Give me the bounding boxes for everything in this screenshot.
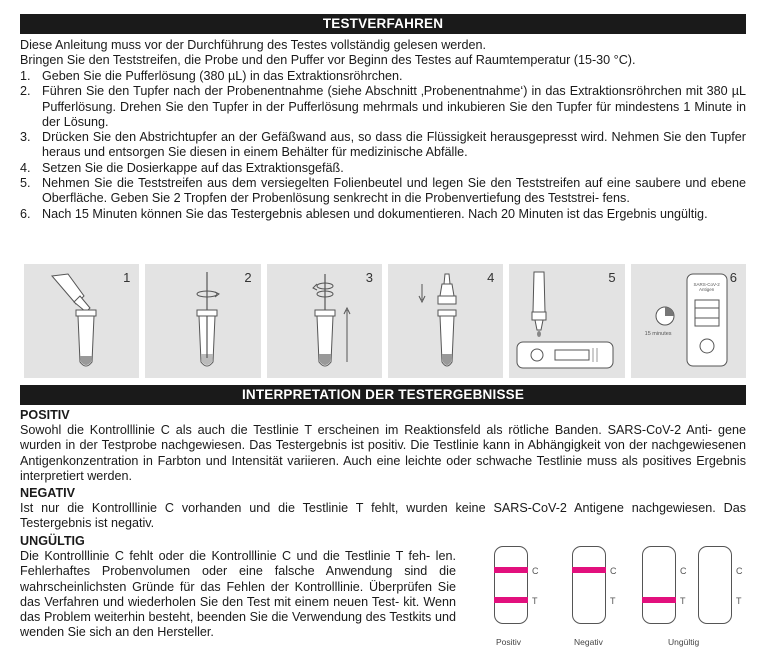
- step-item: [20, 84, 746, 130]
- step-number: 2.: [20, 84, 31, 99]
- panel-number: 2: [244, 270, 252, 285]
- step-number: 1.: [20, 69, 31, 83]
- step-text: Setzen Sie die Dosierkappe auf das Extraktionsgefäß.: [42, 160, 344, 175]
- illustration-step-5: [509, 264, 624, 378]
- c-label: C: [532, 566, 539, 576]
- strip-invalid-1: [642, 546, 676, 624]
- c-label: C: [680, 566, 687, 576]
- ungueltig-text: Die Kontrolllinie C fehlt oder die Kontrolllinie C und die Testlinie T feh- len. Fehlerhaftes Probenvolumen oder eine falsche Anwendung sind die wahrscheinlichsten Gründe für das Fehlen der Kontrolllinie. Überprüfen Sie das Verfahren und wiederholen Sie den Test mit einem neuen Test- kit. Wenn das Problem weiterhin besteht, beenden Sie die Verwendung des Testkits und wenden Sie sich an den Hersteller.: [20, 549, 456, 640]
- step-item: [20, 69, 746, 84]
- result-strips-figure: [488, 546, 758, 646]
- panel-number: 6: [729, 270, 737, 285]
- section-header-testverfahren: TESTVERFAHREN: [20, 14, 746, 34]
- step-number: 6.: [20, 206, 31, 221]
- positiv-heading: POSITIV: [20, 408, 70, 422]
- test-band: [494, 597, 528, 603]
- ungueltig-heading: UNGÜLTIG: [20, 534, 85, 548]
- caption-positiv: Positiv: [496, 637, 522, 647]
- add-drops-icon: [509, 264, 624, 378]
- intro-line-2: Bringen Sie den Teststreifen, die Probe und den Puffer vor Beginn des Testes auf Raumtemperatur (15-30 °C).: [20, 53, 636, 68]
- step-number: 5.: [20, 176, 31, 191]
- step-item: [20, 176, 746, 207]
- negativ-heading: NEGATIV: [20, 486, 76, 500]
- panel-number: 4: [487, 270, 495, 285]
- swab-rotate-icon: [145, 264, 260, 378]
- negativ-text: Ist nur die Kontrolllinie C vorhanden und die Testlinie T fehlt, wurden keine SARS-CoV-2 Antigene nachgewiesen. Das Testergebnis ist negativ.: [20, 501, 746, 531]
- step-number: 4.: [20, 160, 31, 175]
- t-label: T: [680, 596, 686, 606]
- dropper-cap-icon: [388, 264, 503, 378]
- t-label: T: [736, 596, 742, 606]
- positiv-text: Sowohl die Kontrolllinie C als auch die Testlinie T erscheinen im Reaktionsfeld als rötliche Banden. SARS-CoV-2 Anti- gene wurden in der Testprobe nachgewiesen. Das Testergebnis ist positiv. Die Testlinie kann in Abhängigkeit von der nachgewiesenen Antigenkonzentration in Farbton und Intensität variieren. Auch eine leichte oder schwache Testlinie muss als positives Ergebnis interpretiert werden.: [20, 423, 746, 483]
- squeeze-swab-icon: [267, 264, 382, 378]
- step-item: [20, 161, 746, 176]
- t-label: T: [610, 596, 616, 606]
- t-label: T: [532, 596, 538, 606]
- strip-invalid-2: [698, 546, 732, 624]
- cassette-label: SARS-CoV-2 Antigen: [693, 282, 720, 292]
- c-label: C: [736, 566, 743, 576]
- section-header-interpretation: INTERPRETATION DER TESTERGEBNISSE: [20, 385, 746, 405]
- step-item: [20, 207, 746, 222]
- control-band: [494, 567, 528, 573]
- timer-result-icon: [631, 264, 746, 378]
- procedure-steps: [20, 69, 746, 222]
- panel-number: 1: [123, 270, 131, 285]
- illustration-step-1: [24, 264, 139, 378]
- step-number: 3.: [20, 130, 31, 145]
- panel-number: 3: [365, 270, 373, 285]
- illustration-step-3: [267, 264, 382, 378]
- control-band: [572, 567, 606, 573]
- procedure-illustrations: [24, 264, 746, 378]
- timer-label: 15 minutes: [644, 331, 672, 337]
- c-label: C: [610, 566, 617, 576]
- step-text: Nach 15 Minuten können Sie das Testergebnis ablesen und dokumentieren. Nach 20 Minuten ist das Ergebnis ungültig.: [42, 206, 708, 221]
- illustration-step-4: [388, 264, 503, 378]
- illustration-step-2: [145, 264, 260, 378]
- strip-negative: [572, 546, 606, 624]
- step-text: Führen Sie den Tupfer nach der Probenentnahme (siehe Abschnitt ‚Probenentnahme‘) in das Extraktionsröhrchen mit 380 µL Pufferlösung. Drehen Sie den Tupfer in der Pufferlösung mehrmals und inkubieren Sie den Tupfer für mindestens 1 Minute in der Lösung.: [42, 84, 746, 129]
- caption-negativ: Negativ: [574, 637, 603, 647]
- strip-positive: [494, 546, 528, 624]
- panel-number: 5: [608, 270, 616, 285]
- intro-text: [20, 38, 746, 69]
- intro-line-1: Diese Anleitung muss vor der Durchführung des Testes vollständig gelesen werden.: [20, 38, 486, 52]
- illustration-step-6: [631, 264, 746, 378]
- step-text: Drücken Sie den Abstrichtupfer an der Gefäßwand aus, so dass die Flüssigkeit herausgepresst wird. Nehmen Sie den Tupfer heraus und entsorgen Sie diesen in einem Behälter für medizinische Abfälle.: [42, 130, 746, 160]
- step-text: Geben Sie die Pufferlösung (380 µL) in das Extraktionsröhrchen.: [42, 69, 403, 83]
- step-item: [20, 130, 746, 161]
- caption-ungueltig: Ungültig: [668, 637, 700, 647]
- buffer-tube-icon: [24, 264, 139, 378]
- step-text: Nehmen Sie die Teststreifen aus dem versiegelten Folienbeutel und legen Sie den Teststreifen auf eine saubere und ebene Oberfläche. Geben Sie 2 Tropfen der Probenlösung senkrecht in die Probenvertiefung des Teststrei- fens.: [42, 176, 746, 206]
- test-band: [642, 597, 676, 603]
